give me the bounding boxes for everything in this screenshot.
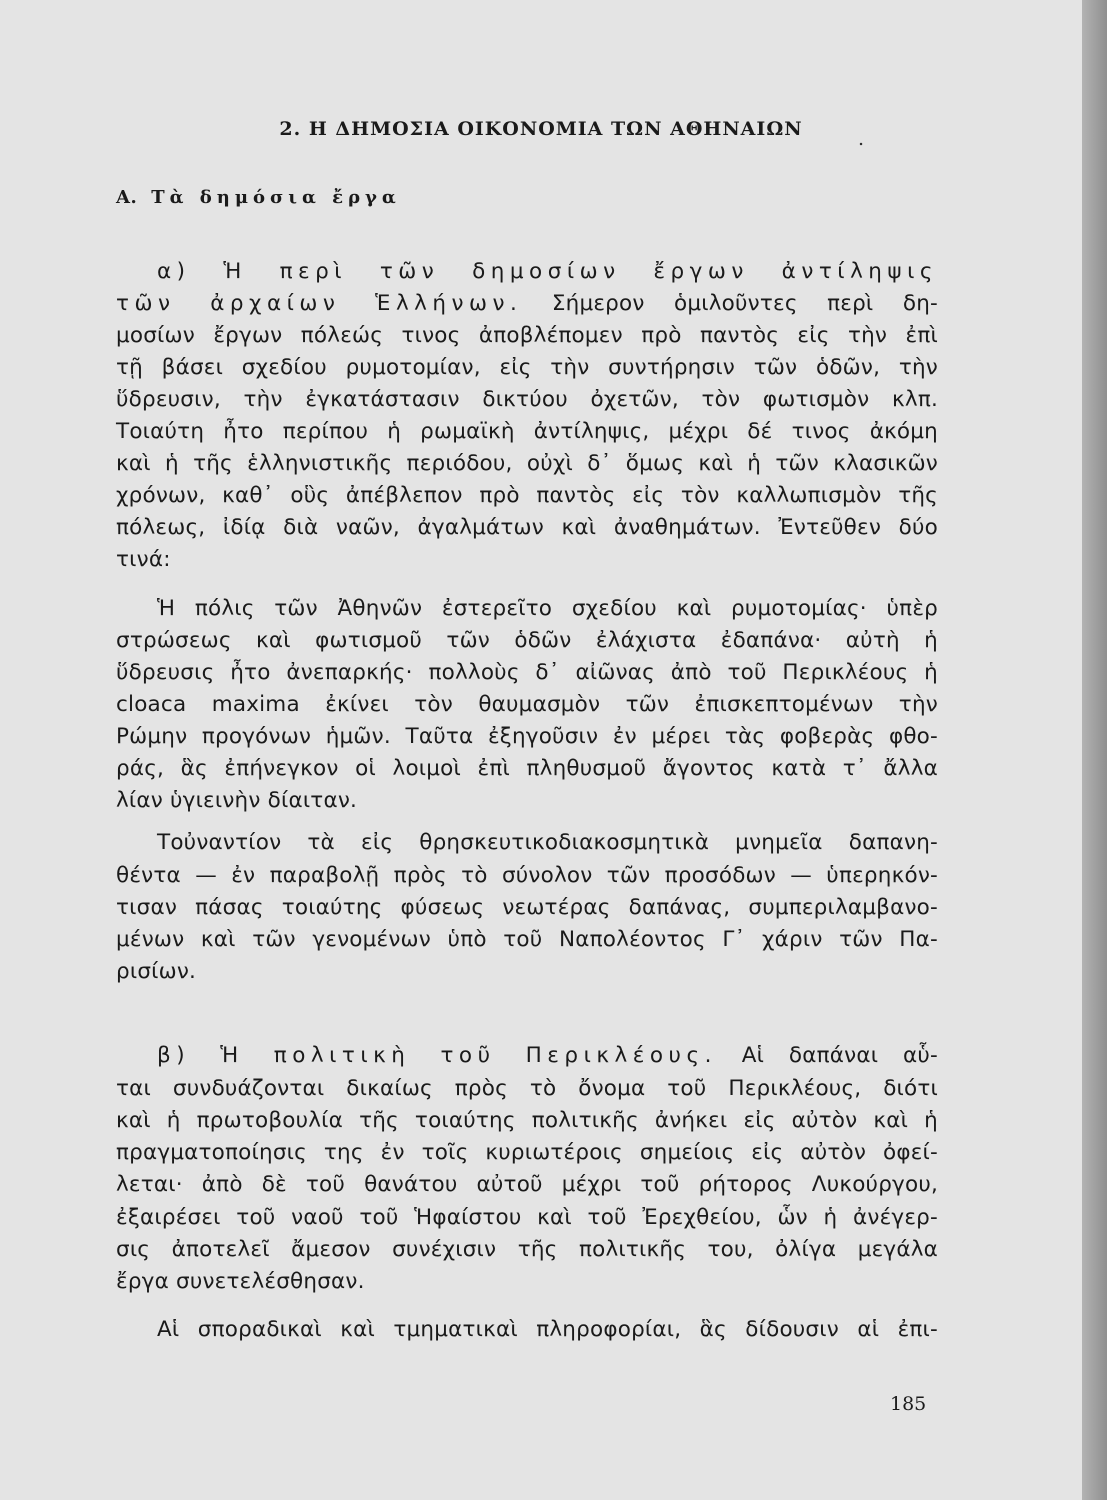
text-line: ὕδρευσις ἦτο ἀνεπαρκής· πολλοὺς δ᾽ αἰῶνας ἀπὸ τοῦ Περικλέους ἡ [116,660,938,685]
page-number: 185 [890,1393,927,1415]
subsection-a-heading: α) Ἡ περὶ τῶν δημοσίων ἔργων ἀντίληψις [157,259,938,284]
text-line: στρώσεως καὶ φωτισμοῦ τῶν ὁδῶν ἐλάχιστα ἐδαπάνα· αὐτὴ ἡ [116,628,938,653]
text-line: μοσίων ἔργων πόλεώς τινος ἀποβλέπομεν πρὸ παντὸς εἰς τὴν ἐπὶ [116,323,938,348]
text-span: Αἱ δαπάναι αὗ- [741,1043,938,1068]
text-line: Τοὐναντίον τὰ εἰς θρησκευτικοδιακοσμητικὰ μνημεῖα δαπανη- [157,830,938,855]
text-line: ται συνδυάζονται δικαίως πρὸς τὸ ὄνομα τοῦ Περικλέους, διότι [116,1076,938,1101]
text-line: ἐξαιρέσει τοῦ ναοῦ τοῦ Ἡφαίστου καὶ τοῦ Ἐρεχθείου, ὧν ἡ ἀνέγερ- [116,1205,938,1230]
text-line: ἔργα συνετελέσθησαν. [116,1269,365,1294]
text-line: cloaca maxima ἐκίνει τὸν θαυμασμὸν τῶν ἐπισκεπτομένων τὴν [116,692,938,717]
chapter-heading: 2. Η ΔΗΜΟΣΙΑ ΟΙΚΟΝΟΜΙΑ ΤΩΝ ΑΘΗΝΑΙΩΝ [279,118,803,140]
text-line: τῇ βάσει σχεδίου ρυμοτομίαν, εἰς τὴν συντήρησιν τῶν ὁδῶν, τὴν [116,355,938,380]
text-line: καὶ ἡ τῆς ἑλληνιστικῆς περιόδου, οὐχὶ δ᾽ ὅμως καὶ ἡ τῶν κλασικῶν [116,451,938,476]
text-span: Σήμερον ὁμιλοῦντες περὶ δη- [551,291,938,316]
text-line: λεται· ἀπὸ δὲ τοῦ θανάτου αὐτοῦ μέχρι τοῦ ρήτορος Λυκούργου, [116,1172,938,1197]
text-line: Ρώμην προγόνων ἡμῶν. Ταῦτα ἐξηγοῦσιν ἐν μέρει τὰς φοβερὰς φθο- [116,724,938,749]
text-line: τισαν πάσας τοιαύτης φύσεως νεωτέρας δαπάνας, συμπεριλαμβανο- [116,895,938,920]
chapter-mark: . [858,128,865,150]
text-line: πραγματοποίησις της ἐν τοῖς κυριωτέροις σημείοις εἰς αὐτὸν ὀφεί- [116,1140,938,1165]
text-line: λίαν ὑγιεινὴν δίαιταν. [116,788,358,813]
text-line: ράς, ἃς ἐπήνεγκον οἱ λοιμοὶ ἐπὶ πληθυσμοῦ ἄγοντος κατὰ τ᾽ ἄλλα [116,756,938,781]
text-line: Ἡ πόλις τῶν Ἀθηνῶν ἐστερεῖτο σχεδίου καὶ ρυμοτομίας· ὑπὲρ [157,596,938,621]
text-line: Τοιαύτη ἦτο περίπου ἡ ρωμαϊκὴ ἀντίληψις, μέχρι δέ τινος ἀκόμη [116,419,938,444]
text-line: ὕδρευσιν, τὴν ἐγκατάστασιν δικτύου ὀχετῶν, τὸν φωτισμὸν κλπ. [116,387,938,412]
text-line: Αἱ σποραδικαὶ καὶ τμηματικαὶ πληροφορίαι, ἃς δίδουσιν αἱ ἐπι- [157,1317,938,1342]
subsection-b-heading: β) Ἡ πολιτικὴ τοῦ Περικλέους. [157,1043,717,1068]
text-line: χρόνων, καθ᾽ οὓς ἀπέβλεπον πρὸ παντὸς εἰς τὸν καλλωπισμὸν τῆς [116,483,938,508]
text-line: θέντα — ἐν παραβολῇ πρὸς τὸ σύνολον τῶν προσόδων — ὑπερηκόν- [116,863,938,888]
section-heading [116,187,401,208]
text-line: καὶ ἡ πρωτοβουλία τῆς τοιαύτης πολιτικῆς ἀνήκει εἰς αὐτὸν καὶ ἡ [116,1108,938,1133]
text-line: σις ἀποτελεῖ ἄμεσον συνέχισιν τῆς πολιτικῆς του, ὀλίγα μεγάλα [116,1237,938,1262]
section-title: Τὰ δημόσια ἔργα [151,187,401,208]
text-line: τινά: [116,547,171,572]
section-label: Α. [116,187,138,208]
text-line: μένων καὶ τῶν γενομένων ὑπὸ τοῦ Ναπολέοντος Γ᾽ χάριν τῶν Πα- [116,927,938,952]
page-edge [1082,0,1107,1500]
text-line: πόλεως, ἰδίᾳ διὰ ναῶν, ἀγαλμάτων καὶ ἀναθημάτων. Ἐντεῦθεν δύο [116,515,938,540]
subsection-a-heading-cont: τῶν ἀρχαίων Ἑλλήνων. [116,291,523,316]
text-line: ρισίων. [116,959,197,984]
